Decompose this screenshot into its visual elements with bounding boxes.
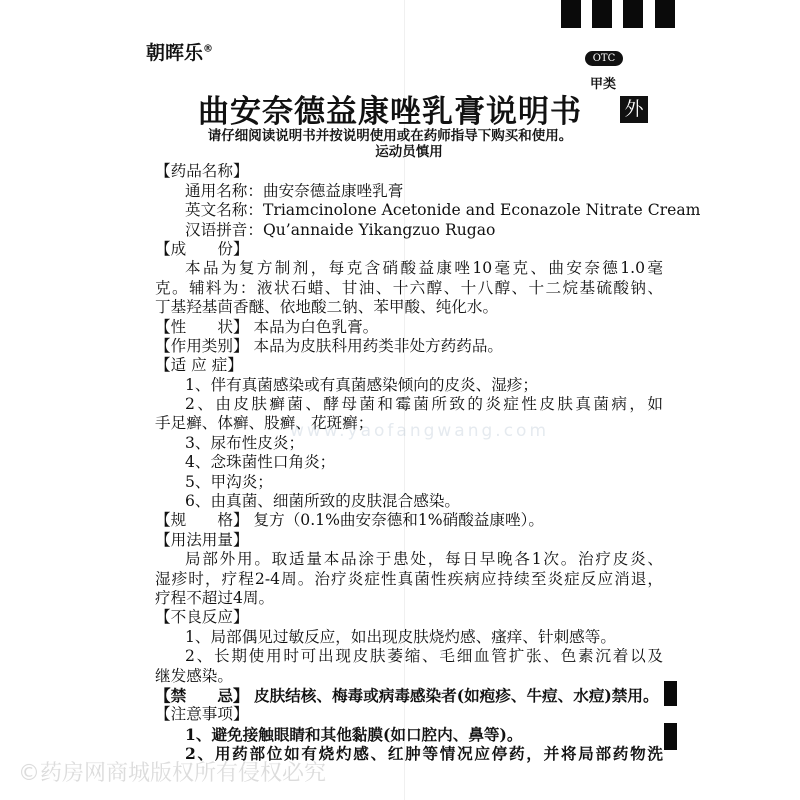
brand-logo	[146, 38, 213, 65]
otc-badge: OTC	[585, 51, 623, 66]
copyright-watermark: ©药房网商城版权所有侵权必究	[18, 761, 327, 786]
section-heading: 【规 格】 复方（0.1%曲安奈德和1%硝酸益康唑）。	[155, 511, 544, 530]
text-line: 丁基羟基茴香醚、依地酸二钠、苯甲酸、纯化水。	[155, 298, 499, 317]
text-line: 英文名称：Triamcinolone Acetonide and Econazole Nitrate Cream	[185, 201, 701, 220]
section-heading: 【性 状】 本品为白色乳膏。	[155, 317, 379, 336]
external-use-badge: 外	[620, 96, 648, 123]
text-line: 疗程不超过4周。	[155, 588, 275, 607]
text-line: 1、局部偶见过敏反应，如出现皮肤烧灼感、瘙痒、针刺感等。	[185, 627, 616, 646]
text-line: 2、由皮肤癣菌、酵母菌和霉菌所致的炎症性皮肤真菌病，如	[185, 395, 663, 414]
text-line: 4、念珠菌性口角炎；	[185, 453, 336, 472]
section-heading: 【禁 忌】 皮肤结核、梅毒或病毒感染者(如疱疹、牛痘、水痘)禁用。	[155, 685, 659, 705]
print-mark	[664, 723, 677, 750]
text-line: 本品为复方制剂，每克含硝酸益康唑10毫克、曲安奈德1.0毫	[185, 259, 663, 278]
section-heading: 【不良反应】	[155, 608, 249, 627]
section-heading: 【作用类别】 本品为皮肤科用药类非处方药药品。	[155, 336, 504, 355]
text-line: 1、伴有真菌感染或有真菌感染倾向的皮炎、湿疹；	[185, 375, 538, 394]
text-line: 局部外用。取适量本品涂于患处，每日早晚各1次。治疗皮炎、	[185, 550, 663, 569]
text-line: 汉语拼音：Qu’annaide Yikangzuo Rugao	[185, 220, 496, 239]
text-line: 2、长期使用时可出现皮肤萎缩、毛细血管扩张、色素沉着以及	[185, 647, 663, 666]
category-label: 甲类	[590, 77, 617, 92]
text-line: 3、尿布性皮炎；	[185, 433, 305, 452]
text-line: 克。辅料为：液状石蜡、甘油、十六醇、十八醇、十二烷基硫酸钠、	[155, 278, 663, 297]
print-mark	[664, 681, 677, 706]
print-mark	[561, 0, 581, 28]
brand-name: 朝晖乐	[146, 42, 204, 64]
athlete-notice: 运动员慎用	[375, 144, 443, 160]
text-line: 5、甲沟炎；	[185, 472, 273, 491]
print-mark	[655, 0, 675, 28]
section-heading: 【药品名称】	[155, 162, 249, 181]
text-line: 继发感染。	[155, 666, 233, 685]
section-heading: 【成 份】	[155, 239, 249, 258]
text-line: 2、用药部位如有烧灼感、红肿等情况应停药，并将局部药物洗	[185, 744, 663, 764]
registered-mark: ®	[203, 43, 214, 55]
text-line: 通用名称：曲安奈德益康唑乳膏	[185, 181, 404, 200]
section-heading: 【用法用量】	[155, 530, 249, 549]
print-mark	[592, 0, 612, 28]
document-title: 曲安奈德益康唑乳膏说明书	[198, 94, 582, 130]
site-watermark: www.yaofangwang.com	[290, 421, 549, 441]
leaflet-body	[155, 143, 701, 764]
text-line: 手足癣、体癣、股癣、花斑癣；	[155, 414, 374, 433]
instruction-notice: 请仔细阅读说明书并按说明使用或在药师指导下购买和使用。	[207, 128, 573, 144]
section-heading: 【注意事项】	[155, 705, 249, 724]
section-heading: 【适 应 症】	[155, 356, 243, 375]
text-line: 湿疹时，疗程2-4周。治疗炎症性真菌性疾病应持续至炎症反应消退，	[155, 569, 663, 588]
text-line: 6、由真菌、细菌所致的皮肤混合感染。	[185, 492, 461, 511]
text-line: 1、避免接触眼睛和其他黏膜(如口腔内、鼻等)。	[185, 724, 523, 744]
print-mark	[623, 0, 643, 28]
